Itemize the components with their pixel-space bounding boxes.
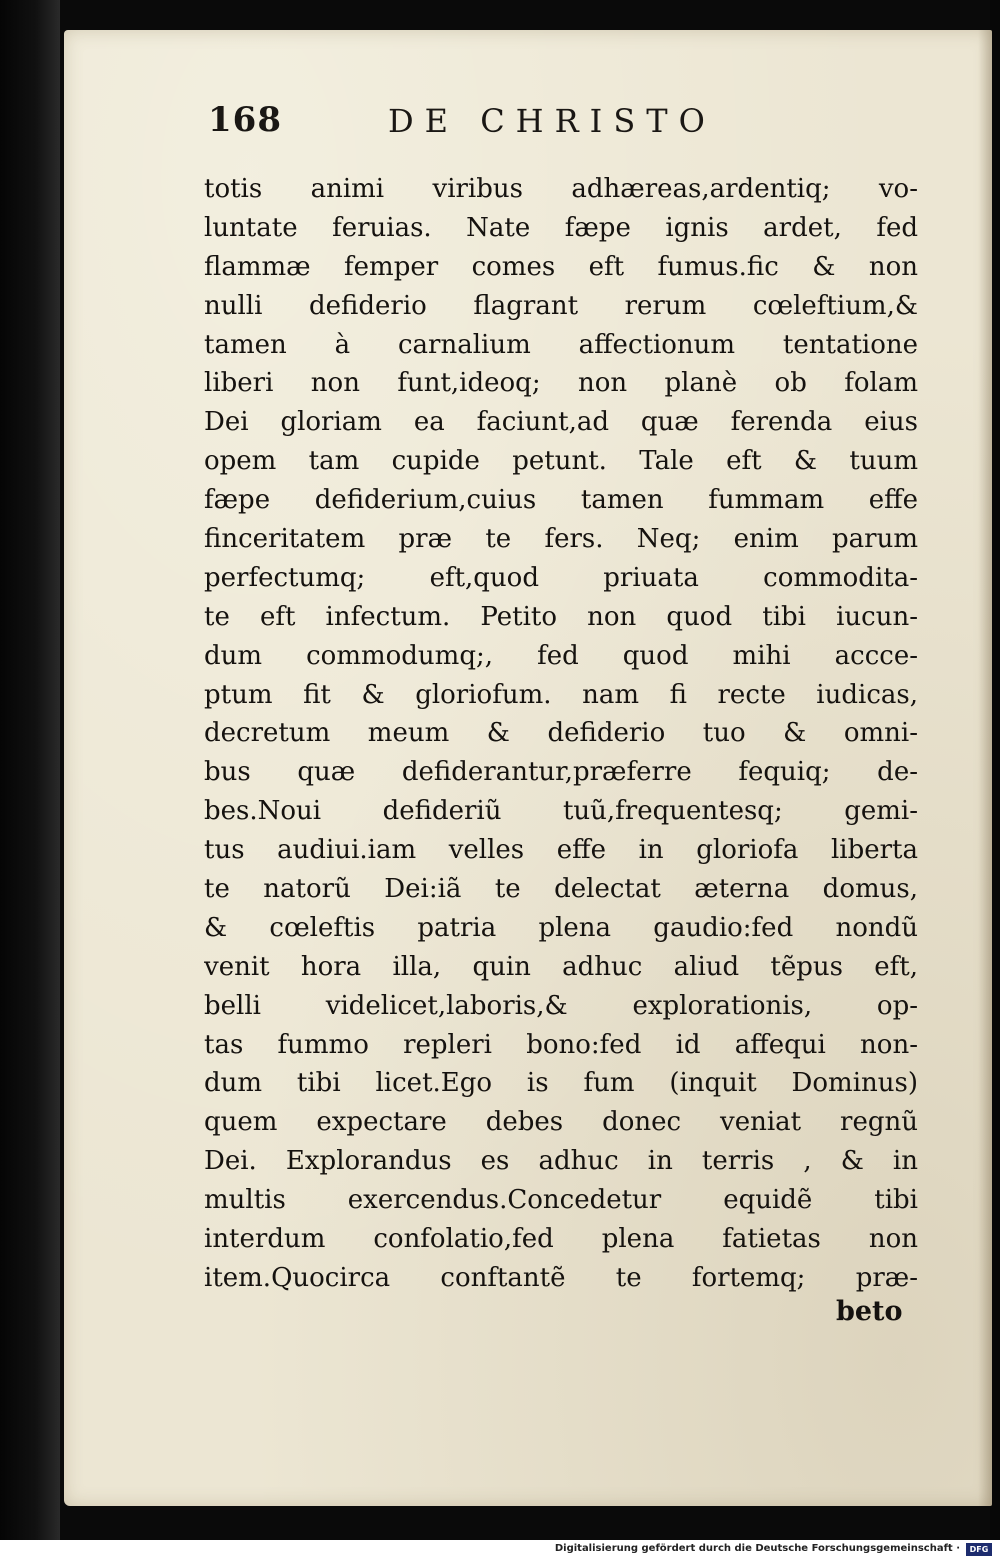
text-line: bes.Noui defideriũ tuũ,frequentesq; gemi- [204, 796, 918, 827]
text-line: opem tam cupide petunt. Tale eft & tuum [204, 446, 918, 477]
text-line: finceritatem præ te fers. Neq; enim parum [204, 524, 918, 555]
text-line: interdum confolatio,fed plena fatietas non [204, 1224, 918, 1255]
catchword: beto [836, 1296, 903, 1327]
text-line: fæpe defiderium,cuius tamen fummam effe [204, 485, 918, 516]
text-line: te eft infectum. Petito non quod tibi iucun- [204, 601, 918, 632]
text-line: dum tibi licet.Ego is fum (inquit Dominus) [204, 1068, 918, 1099]
text-line: ptum fit & gloriofum. nam fi recte iudicas, [204, 679, 918, 710]
text-line: flammæ femper comes eft fumus.fic & non [204, 251, 918, 282]
text-line: totis animi viribus adhæreas,ardentiq; vo- [204, 174, 918, 204]
text-line: Dei. Explorandus es adhuc in terris , & in [204, 1146, 918, 1177]
text-line: liberi non funt,ideoq; non planè ob folam [204, 368, 918, 399]
text-line: perfectumq; eft,quod priuata commodita- [204, 562, 918, 593]
text-line: venit hora illa, quin adhuc aliud tẽpus eft, [204, 951, 918, 982]
text-line: te natorũ Dei:iã te delectat æterna domus, [204, 874, 918, 905]
text-line: tus audiui.iam velles effe in gloriofa liberta [204, 835, 918, 866]
digitization-credit-bar [0, 1540, 1000, 1560]
text-line: Dei gloriam ea faciunt,ad quæ ferenda eius [204, 407, 918, 438]
text-line: bus quæ defiderantur,præferre fequiq; de- [204, 757, 918, 788]
text-line: item.Quocirca conftantẽ te fortemq; præ- [204, 1262, 918, 1293]
dfg-logo: DFG [966, 1543, 992, 1556]
text-line: tamen à carnalium affectionum tentatione [204, 329, 918, 360]
text-line: & cœleftis patria plena gaudio:fed nondũ [204, 912, 918, 943]
text-line: multis exercendus.Concedetur equidẽ tibi [204, 1185, 918, 1216]
text-line: dum commodumq;, fed quod mihi accce- [204, 640, 918, 671]
text-line: belli videlicet,laboris,& explorationis, op- [204, 990, 918, 1021]
body-text [204, 170, 918, 1298]
running-title: DE CHRISTO [388, 102, 716, 140]
text-line: quem expectare debes donec veniat regnũ [204, 1107, 918, 1138]
text-line: luntate feruias. Nate fæpe ignis ardet, fed [204, 212, 918, 243]
page-number: 168 [208, 100, 282, 140]
credit-text: Digitalisierung gefördert durch die Deutsche Forschungsgemeinschaft · [554, 1543, 960, 1554]
book-binding-edge [0, 0, 60, 1540]
text-line: decretum meum & defiderio tuo & omni- [204, 718, 918, 749]
text-line: nulli defiderio flagrant rerum cœleftium,& [204, 290, 918, 321]
text-line: tas fummo repleri bono:fed id affequi non- [204, 1029, 918, 1060]
page-header [208, 100, 828, 150]
